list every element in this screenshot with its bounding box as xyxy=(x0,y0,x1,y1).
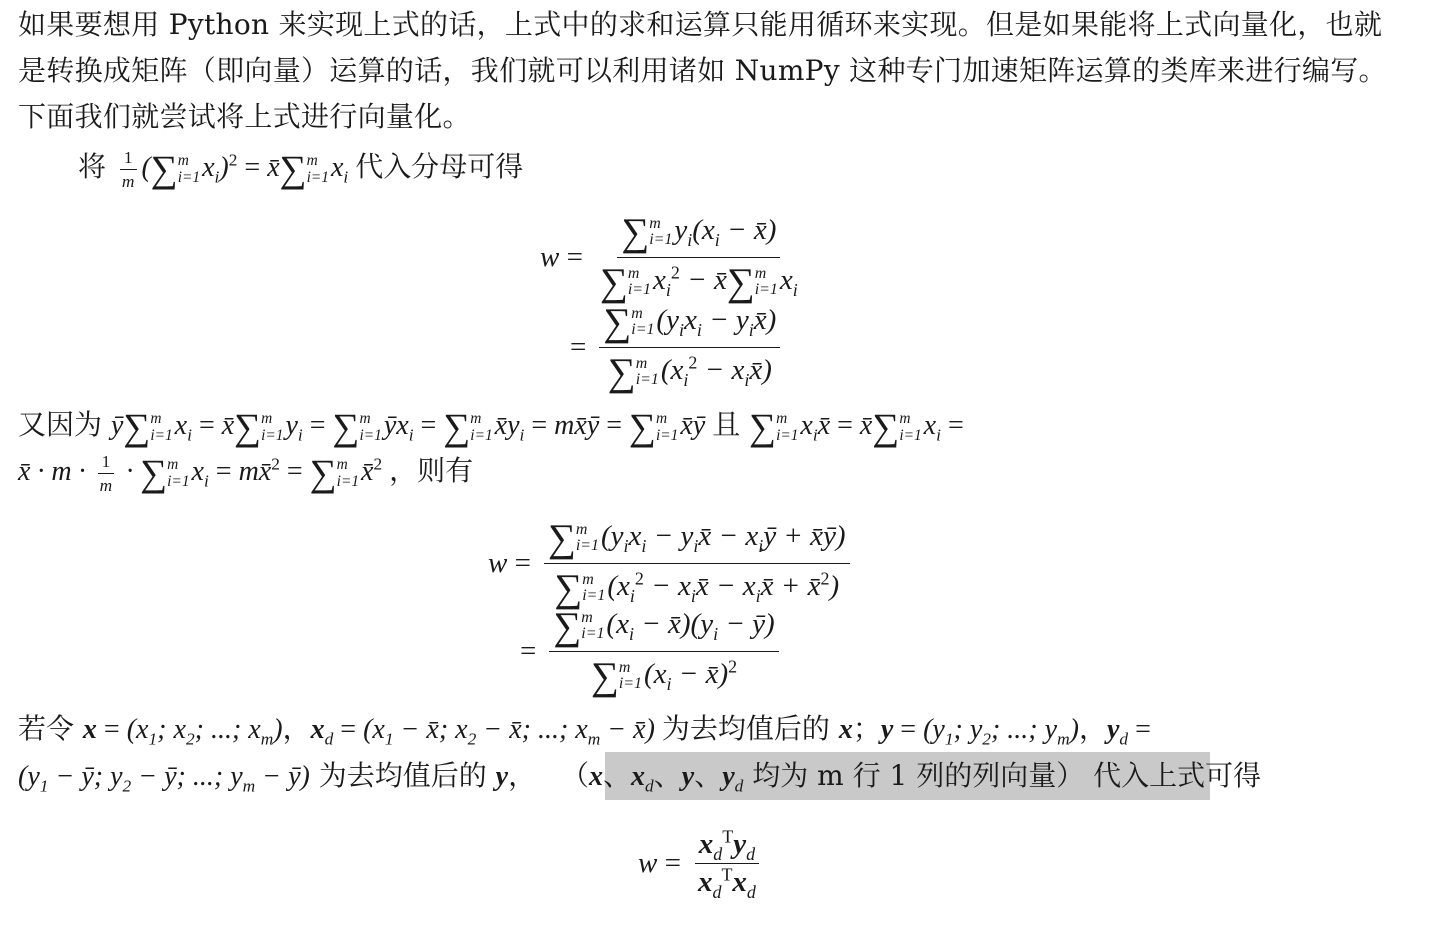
substitution-line xyxy=(78,144,523,193)
because-line-2 xyxy=(18,448,473,497)
because-formula-2: ∑ m i=1 $x_ix̄$ = x̄∑ m i=1 $x_i$ = xyxy=(749,406,964,449)
substitution-suffix: 代入分母可得 xyxy=(355,150,524,183)
equation-w-2b: = ∑ m i=1 ($x_i$ − $x̄)(y_i$ − ȳ) ∑ m i=1 ($x_i$ − x̄)$^2$ xyxy=(520,604,782,699)
equation-w-final: w = $\frac{x_d^Ty_d}{x_d^Tx_d}$ xyxy=(638,828,763,899)
because-formula-1: ȳ∑ m i=1 $x_i$ = x̄∑ m i=1 $y_i$ = ∑ m i=1 $ȳx_i$ = ∑ m i=1 $x̄y_i$ = mx̄ȳ = ∑ m i=1 x̄ȳ xyxy=(110,406,713,449)
let-formula-x: $x = (x_1$; $x_2$; ...; $x_m$)，$x_d = (x_1$ − x̄; $x_2$ − x̄; ...; $x_m$ − x̄) xyxy=(82,714,662,749)
substitution-prefix: 将 xyxy=(78,150,107,183)
substitution-formula: $\frac{1}{m}$ (∑ m i=1 $x_i)^2$ = x̄∑ m i=1 $x_i$ xyxy=(115,152,355,183)
and-word: 且 xyxy=(712,408,741,441)
let-formula-y: x；$y = (y_1$; $y_2$; ...; $y_m$)，$y_d$ = xyxy=(838,714,1151,749)
then-word: ，则有 xyxy=(389,454,474,487)
equation-w-2a: w = ∑ m i=1 ($y_ix_i$ − $y_ix̄$ − $x_iȳ$ + x̄ȳ) ∑ m i=1 ($x_i^2$ − $x_ix̄$ − $x_ix̄$ + x̄$^2$) xyxy=(488,516,853,611)
let-prefix: 若令 xyxy=(18,712,75,745)
mean-removed-y-label: 为去均值后的 xyxy=(318,759,487,792)
let-formula-y-bold: y， xyxy=(495,761,537,792)
final-suffix: 代入上式可得 xyxy=(1093,759,1262,792)
equation-w-1b: = ∑ m i=1 ($y_ix_i$ − $y_ix̄$) ∑ m i=1 ($x_i^2$ − $x_ix̄$) xyxy=(570,300,783,395)
intro-paragraph: 如果要想用 Python 来实现上式的话，上式中的求和运算只能用循环来实现。但是如果能将上式向量化，也就是转换成矩阵（即向量）运算的话，我们就可以利用诸如 NumPy 这种专门加速矩阵运算的类库来进行编写。下面我们就尝试将上式进行向量化。 xyxy=(18,8,1387,133)
mean-removed-x-label: 为去均值后的 xyxy=(661,712,830,745)
highlight-content: （x、$x_d$、y、$y_d$ 均为 m 行 1 列的列向量） xyxy=(561,759,1085,796)
let-formula-yd: ($y_1$ − ȳ; $y_2$ − ȳ; ...; $y_m$ − ȳ) xyxy=(18,761,310,796)
equation-w-1a: w = ∑ m i=1 $y_i(x_i$ − x̄) ∑ m i=1 $x_i^2$ − x̄∑ m i=1 $x_i$ xyxy=(540,211,798,304)
because-formula-3: x̄ · m · $\frac{1}{m}$ · ∑ m i=1 $x_i$ = mx̄$^2$ = ∑ m i=1 x̄$^2$ xyxy=(18,451,383,496)
let-line-1 xyxy=(18,706,1151,753)
because-prefix: 又因为 xyxy=(18,408,103,441)
highlight-text: 均为 m 行 1 列的列向量） xyxy=(752,759,1085,792)
let-line-2 xyxy=(18,753,1261,800)
because-line-1 xyxy=(18,402,964,451)
